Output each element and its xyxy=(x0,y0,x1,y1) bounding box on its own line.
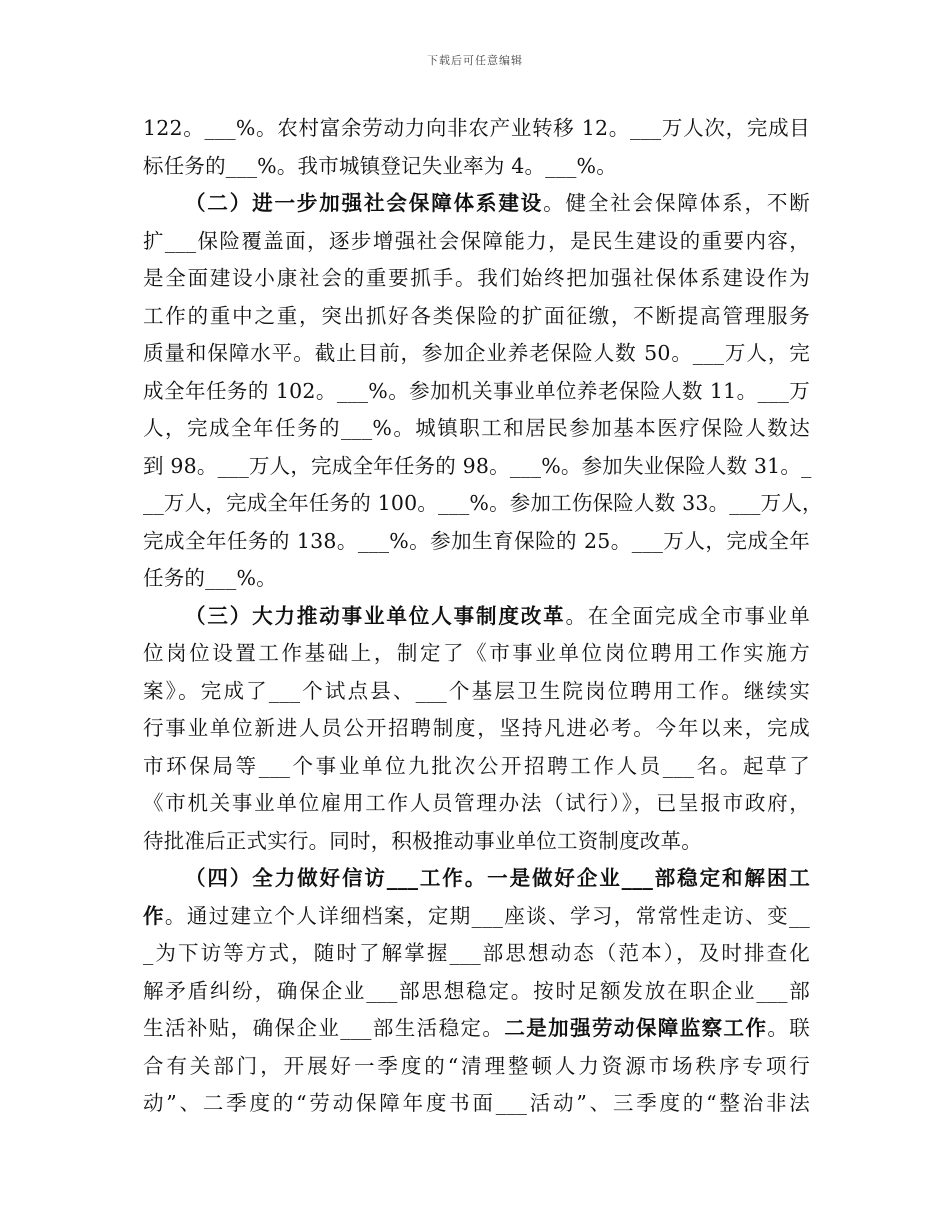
text-line xyxy=(143,1010,810,1048)
text-segment: 行事业单位新进人员公开招聘制度，坚持凡进必考。今年以来，完成 xyxy=(143,716,810,740)
text-segment: 122。___%。农村富余劳动力向非农产业转移 12。___万人次，完成目 xyxy=(143,116,810,140)
bold-text-segment: 作 xyxy=(143,903,165,928)
text-segment: 。联 xyxy=(767,1016,810,1040)
text-segment: 。通过建立个人详细档案，定期___座谈、学习，常常性走访、变__ xyxy=(164,903,810,928)
text-line xyxy=(143,148,810,186)
text-line xyxy=(143,110,810,148)
text-segment: _为下访等方式，随时了解掌握___部思想动态（范本），及时排查化 xyxy=(143,941,810,965)
text-line xyxy=(143,710,810,748)
text-line xyxy=(143,335,810,373)
text-line xyxy=(143,598,810,636)
text-line xyxy=(143,973,810,1011)
text-line xyxy=(143,560,810,598)
text-segment: 市环保局等___个事业单位九批次公开招聘工作人员___名。起草了 xyxy=(143,753,810,778)
bold-text-segment: （二）进一步加强社会保障体系建设 xyxy=(185,191,544,215)
text-segment: 扩___保险覆盖面，逐步增强社会保障能力，是民生建设的重要内容， xyxy=(143,228,810,253)
text-line xyxy=(143,1048,810,1086)
text-segment: 解矛盾纠纷，确保企业___部思想稳定。按时足额发放在职企业___部 xyxy=(143,978,810,1003)
text-line xyxy=(143,860,810,898)
text-line xyxy=(143,373,810,411)
text-segment: 是全面建设小康社会的重要抓手。我们始终把加强社保体系建设作为 xyxy=(143,266,810,290)
text-segment: 到 98。___万人，完成全年任务的 98。___%。参加失业保险人数 31。_ xyxy=(143,453,812,478)
text-line xyxy=(143,1085,810,1123)
bold-text-segment: 二是加强劳动保障监察工作 xyxy=(504,1016,768,1040)
text-segment: 成全年任务的 102。___%。参加机关事业单位养老保险人数 11。___万 xyxy=(143,378,810,403)
text-line xyxy=(143,823,810,861)
text-segment: 位岗位设置工作基础上，制定了《市事业单位岗位聘用工作实施方 xyxy=(143,641,810,665)
text-segment: __万人，完成全年任务的 100。___%。参加工伤保险人数 33。___万人， xyxy=(143,491,823,515)
text-line xyxy=(143,298,810,336)
text-line xyxy=(143,635,810,673)
text-segment: 待批准后正式实行。同时，积极推动事业单位工资制度改革。 xyxy=(143,828,702,853)
text-segment: 标任务的___%。我市城镇登记失业率为 4。___%。 xyxy=(143,153,617,178)
text-segment: 。健全社会保障体系，不断 xyxy=(543,191,811,215)
text-line xyxy=(143,185,810,223)
bold-text-segment: （三）大力推动事业单位人事制度改革 xyxy=(185,603,566,628)
text-line xyxy=(143,935,810,973)
page-header: 下载后可任意编辑 xyxy=(427,54,523,67)
text-line xyxy=(143,485,823,523)
text-line xyxy=(143,410,810,448)
text-line xyxy=(143,448,810,486)
text-segment: 动”、二季度的“劳动保障年度书面___活动”、三季度的“整治非法 xyxy=(143,1091,810,1115)
text-line xyxy=(143,898,810,936)
text-segment: 案》。完成了___个试点县、___个基层卫生院岗位聘用工作。继续实 xyxy=(143,678,810,703)
text-segment: 质量和保障水平。截止目前，参加企业养老保险人数 50。___万人，完 xyxy=(143,341,810,365)
bold-text-segment: （四）全力做好信访___工作。一是做好企业___部稳定和解困工 xyxy=(185,866,810,890)
text-line xyxy=(143,785,810,823)
text-line xyxy=(143,673,810,711)
text-line xyxy=(143,260,810,298)
text-segment: 完成全年任务的 138。___%。参加生育保险的 25。___万人，完成全年 xyxy=(143,528,810,553)
text-segment: 。在全面完成全市事业单 xyxy=(565,603,810,628)
text-segment: 任务的___%。 xyxy=(143,566,277,590)
text-line xyxy=(143,223,810,261)
document-body xyxy=(143,110,823,1123)
text-segment: 生活补贴，确保企业___部生活稳定。 xyxy=(143,1016,505,1040)
text-segment: 工作的重中之重，突出抓好各类保险的扩面征缴，不断提高管理服务 xyxy=(143,303,810,328)
text-segment: 《市机关事业单位雇用工作人员管理办法（试行）》，已呈报市政府， xyxy=(143,791,810,815)
text-segment: 合有关部门，开展好一季度的“清理整顿人力资源市场秩序专项行 xyxy=(143,1053,810,1078)
text-line xyxy=(143,748,810,786)
text-segment: 人，完成全年任务的___%。城镇职工和居民参加基本医疗保险人数达 xyxy=(143,416,810,440)
text-line xyxy=(143,523,810,561)
